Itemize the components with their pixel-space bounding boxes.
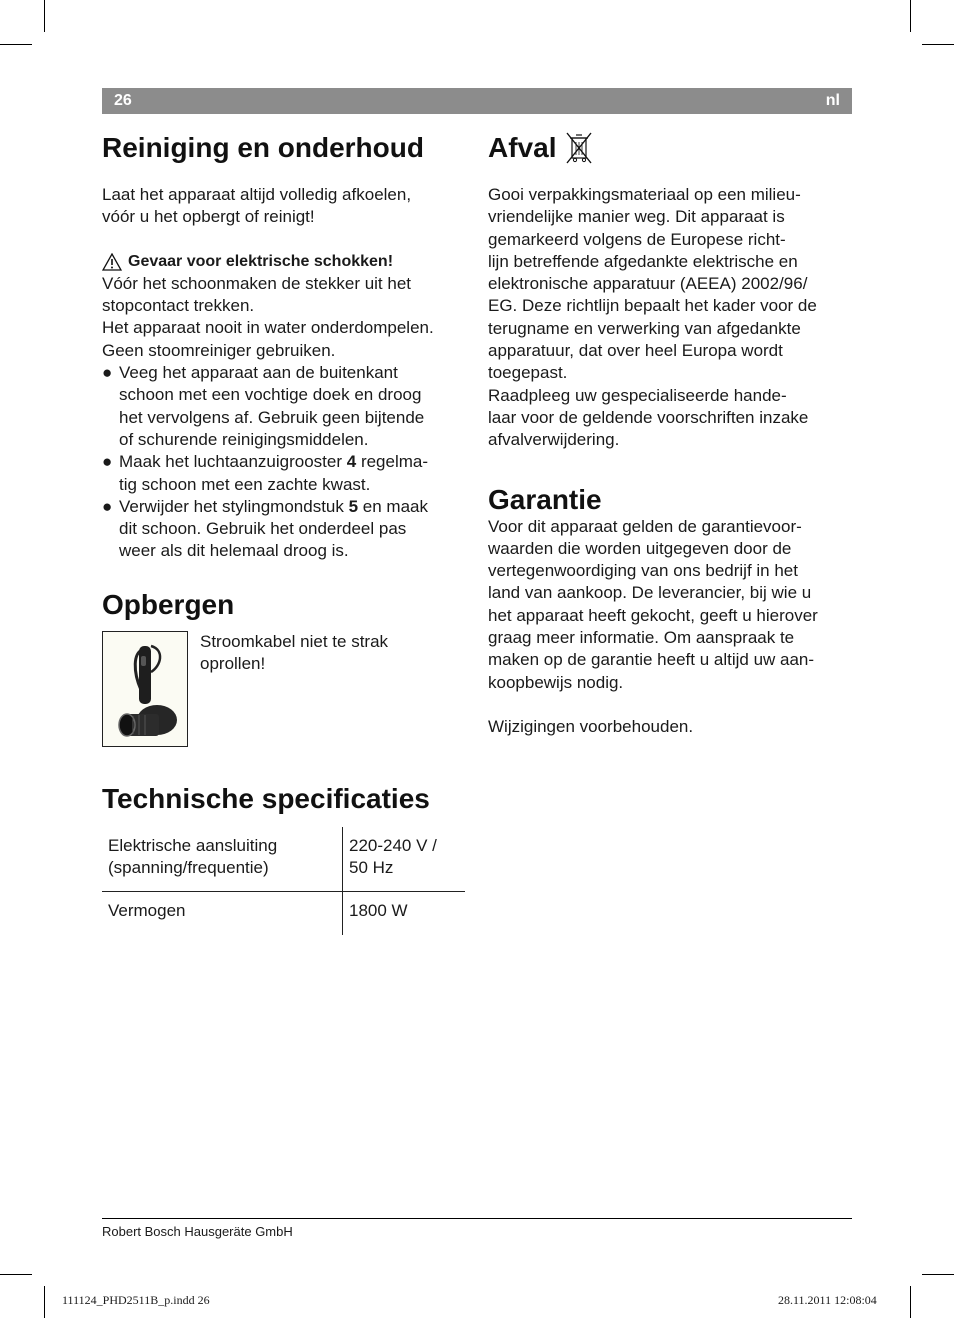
storage-text — [200, 631, 388, 747]
text-line: Vóór het schoonmaken de stekker uit het — [102, 273, 412, 293]
hairdryer-storage-illustration — [102, 631, 188, 747]
text-line: Voor dit apparaat gelden de garantievoor- — [488, 516, 802, 536]
text-line: 1800 W — [349, 901, 408, 921]
text-line: apparatuur, dat over heel Europa wordt — [488, 341, 783, 361]
crop-mark — [910, 1286, 911, 1318]
text-line: oprollen! — [200, 654, 266, 674]
table-cell — [102, 827, 343, 892]
table-row — [102, 892, 465, 935]
text-line: vriendelijke manier weg. Dit apparaat is — [488, 207, 785, 227]
crop-mark — [922, 1274, 954, 1275]
warning-triangle-icon — [102, 253, 122, 271]
language-code: nl — [825, 92, 840, 109]
crop-mark — [44, 1286, 45, 1318]
text-line: Geen stoomreiniger gebruiken. — [102, 340, 336, 360]
text-line: Stroomkabel niet te strak — [200, 631, 389, 651]
text-line: elektronische apparatuur (AEEA) 2002/96/ — [488, 274, 808, 294]
storage-title: Opbergen — [102, 588, 235, 620]
cleaning-intro — [102, 184, 467, 229]
text-line: regelma- — [356, 452, 429, 472]
storage-row — [102, 631, 467, 747]
text-line: laar voor de geldende voorschriften inzake — [488, 407, 809, 427]
specs-table — [102, 827, 465, 935]
list-item — [102, 362, 467, 451]
text-line: Gooi verpakkingsmateriaal op een milieu- — [488, 185, 801, 204]
table-cell — [343, 827, 466, 892]
text-line: terugname en verwerking van afgedankte — [488, 318, 801, 338]
text-line: weer als dit helemaal droog is. — [119, 541, 349, 561]
part-number: 5 — [348, 496, 359, 516]
table-row — [102, 827, 465, 892]
print-slug-file: 111124_PHD2511B_p.indd 26 — [62, 1293, 210, 1307]
list-item — [102, 451, 467, 496]
part-number: 4 — [346, 452, 357, 472]
waste-title — [488, 128, 853, 168]
specs-title: Technische specificaties — [102, 782, 430, 814]
footer-company: Robert Bosch Hausgeräte GmbH — [102, 1224, 293, 1239]
text-line: toegepast. — [488, 363, 568, 383]
bullet-icon: ● — [102, 496, 113, 516]
warning-heading — [102, 251, 467, 273]
warning-title: Gevaar voor elektrische schokken! — [128, 252, 394, 270]
bullet-icon: ● — [102, 363, 113, 383]
crossed-out-bin-icon — [564, 130, 594, 166]
text-line: afvalverwijdering. — [488, 430, 620, 450]
print-slug-timestamp: 28.11.2011 12:08:04 — [778, 1293, 877, 1307]
page-number: 26 — [114, 92, 132, 109]
text-line: Verwijder het stylingmondstuk — [119, 496, 349, 516]
text-line: Elektrische aansluiting — [108, 835, 278, 855]
text-line: Het apparaat nooit in water onderdompelen. — [102, 318, 434, 338]
changes-note: Wijzigingen voorbehouden. — [488, 716, 694, 736]
page-header-bar — [102, 88, 852, 114]
text-line: en maak — [358, 496, 429, 516]
waste-title-text: Afval — [488, 132, 557, 163]
warning-text — [102, 273, 467, 362]
table-cell — [343, 892, 466, 935]
text-line: 220-240 V / — [349, 835, 437, 855]
right-column — [488, 128, 853, 738]
text-line: het vervolgens af. Gebruik geen bijtende — [119, 407, 425, 427]
text-line: stopcontact trekken. — [102, 296, 255, 316]
cleaning-bullet-list — [102, 362, 467, 563]
text-line: lijn betreffende afgedankte elektrische en — [488, 251, 798, 271]
warranty-text — [488, 516, 853, 694]
text-line: 50 Hz — [349, 858, 394, 878]
footer-divider — [102, 1218, 852, 1219]
text-line: Maak het luchtaanzuigrooster — [119, 452, 347, 472]
crop-mark — [44, 0, 45, 32]
text-line: (spanning/frequentie) — [108, 858, 269, 878]
left-column — [102, 128, 467, 935]
waste-text — [488, 184, 853, 452]
text-line: tig schoon met een zachte kwast. — [119, 474, 371, 494]
warranty-title: Garantie — [488, 483, 602, 515]
text-line: Vermogen — [108, 901, 186, 921]
crop-mark — [910, 0, 911, 32]
crop-mark — [922, 44, 954, 45]
text-line: graag meer informatie. Om aanspraak te — [488, 628, 795, 648]
text-line: dit schoon. Gebruik het onderdeel pas — [119, 519, 407, 539]
table-cell — [102, 892, 343, 935]
text-line: vóór u het opbergt of reinigt! — [102, 207, 315, 227]
text-line: Raadpleeg uw gespecialiseerde hande- — [488, 385, 787, 405]
text-line: land van aankoop. De leverancier, bij wie u — [488, 583, 812, 603]
text-line: maken op de garantie heeft u altijd uw aan- — [488, 650, 815, 670]
cleaning-title: Reiniging en onderhoud — [102, 132, 424, 163]
text-line: het apparaat heeft gekocht, geeft u hierover — [488, 605, 818, 625]
crop-mark — [0, 44, 32, 45]
text-line: waarden die worden uitgegeven door de — [488, 538, 792, 558]
text-line: Laat het apparaat altijd volledig afkoelen, — [102, 185, 412, 204]
list-item — [102, 496, 467, 563]
crop-mark — [0, 1274, 32, 1275]
text-line: EG. Deze richtlijn bepaalt het kader voor de — [488, 296, 817, 316]
text-line: gemarkeerd volgens de Europese richt- — [488, 229, 786, 249]
text-line: vertegenwoordiging van ons bedrijf in het — [488, 561, 798, 581]
text-line: schoon met een vochtige doek en droog — [119, 385, 422, 405]
text-line: Veeg het apparaat aan de buitenkant — [119, 363, 398, 383]
text-line: of schurende reinigingsmiddelen. — [119, 429, 369, 449]
text-line: koopbewijs nodig. — [488, 672, 624, 692]
bullet-icon: ● — [102, 452, 113, 472]
